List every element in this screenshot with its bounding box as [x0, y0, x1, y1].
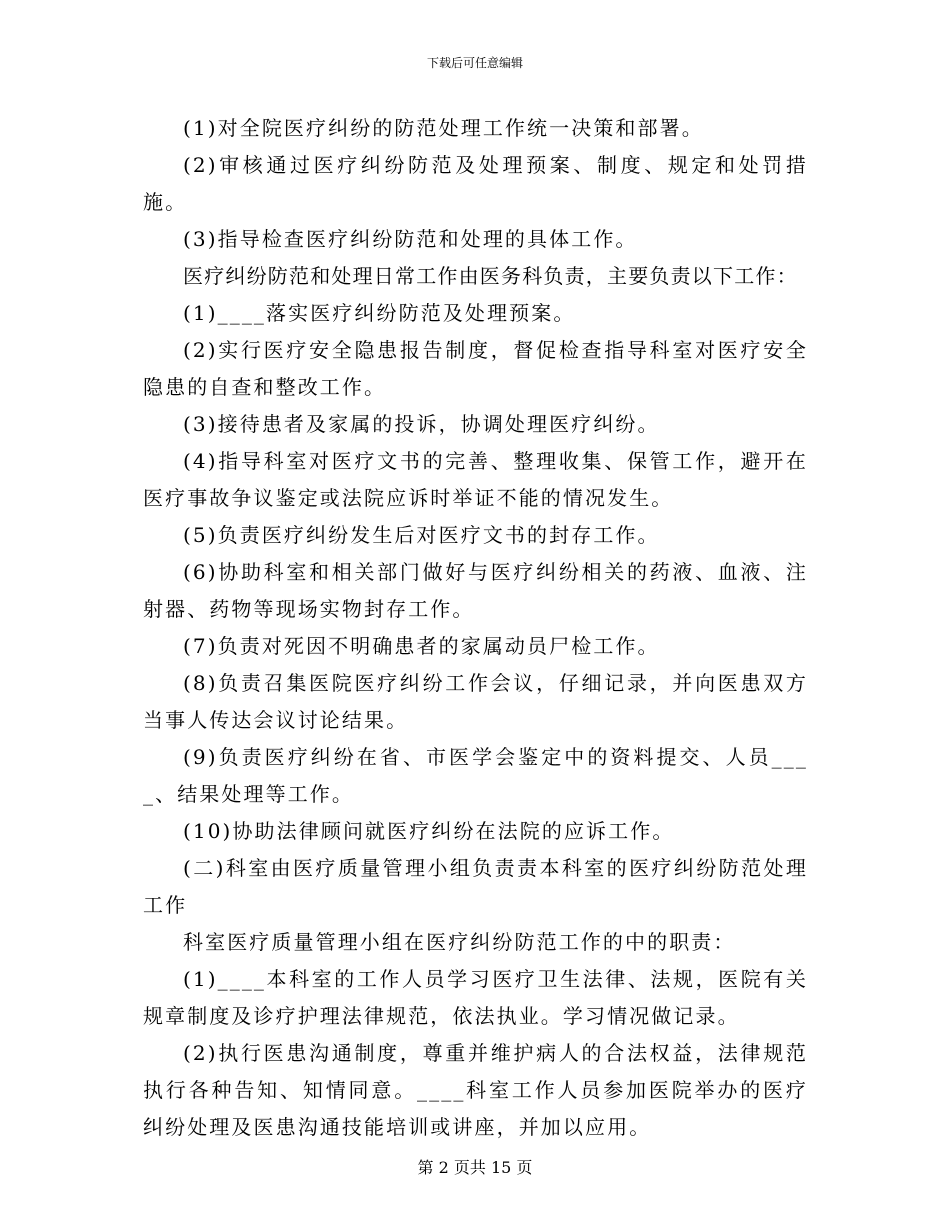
page-footer: 第 2 页共 15 页 [417, 1158, 533, 1177]
paragraph: (3)指导检查医疗纠纷防范和处理的具体工作。 [183, 227, 638, 251]
paragraph: (1)____落实医疗纠纷防范及处理预案。 [183, 301, 576, 325]
paragraph: (9)负责医疗纠纷在省、市医学会鉴定中的资料提交、人员____、结果处理等工作。 [143, 745, 808, 806]
paragraph: (二)科室由医疗质量管理小组负责责本科室的医疗纠纷防范处理工作 [143, 856, 808, 917]
paragraph: (1)____本科室的工作人员学习医疗卫生法律、法规，医院有关规章制度及诊疗护理法律规范，依法执业。学习情况做记录。 [143, 967, 808, 1028]
paragraph: (5)负责医疗纠纷发生后对医疗文书的封存工作。 [183, 523, 660, 547]
paragraph: 医疗纠纷防范和处理日常工作由医务科负责，主要负责以下工作： [183, 264, 798, 288]
paragraph: (1)对全院医疗纠纷的防范处理工作统一决策和部署。 [183, 116, 704, 140]
page-header: 下载后可任意编辑 [426, 56, 523, 70]
paragraph: 科室医疗质量管理小组在医疗纠纷防范工作的中的职责： [183, 930, 736, 954]
paragraph: (4)指导科室对医疗文书的完善、整理收集、保管工作，避开在医疗事故争议鉴定或法院应诉时举证不能的情况发生。 [143, 449, 808, 510]
paragraph: (2)审核通过医疗纠纷防范及处理预案、制度、规定和处罚措施。 [143, 153, 808, 214]
paragraph: (6)协助科室和相关部门做好与医疗纠纷相关的药液、血液、注射器、药物等现场实物封存工作。 [143, 560, 808, 621]
paragraph: (2)执行医患沟通制度，尊重并维护病人的合法权益，法律规范执行各种告知、知情同意。____科室工作人员参加医院举办的医疗纠纷处理及医患沟通技能培训或讲座，并加以应用。 [143, 1041, 808, 1139]
paragraph: (8)负责召集医院医疗纠纷工作会议，仔细记录，并向医患双方当事人传达会议讨论结果。 [143, 671, 808, 732]
paragraph: (10)协助法律顾问就医疗纠纷在法院的应诉工作。 [183, 819, 675, 843]
paragraph: (3)接待患者及家属的投诉，协调处理医疗纠纷。 [183, 412, 660, 436]
document-body [143, 110, 808, 1146]
paragraph: (2)实行医疗安全隐患报告制度，督促检查指导科室对医疗安全隐患的自查和整改工作。 [143, 338, 808, 399]
paragraph: (7)负责对死因不明确患者的家属动员尸检工作。 [183, 634, 660, 658]
